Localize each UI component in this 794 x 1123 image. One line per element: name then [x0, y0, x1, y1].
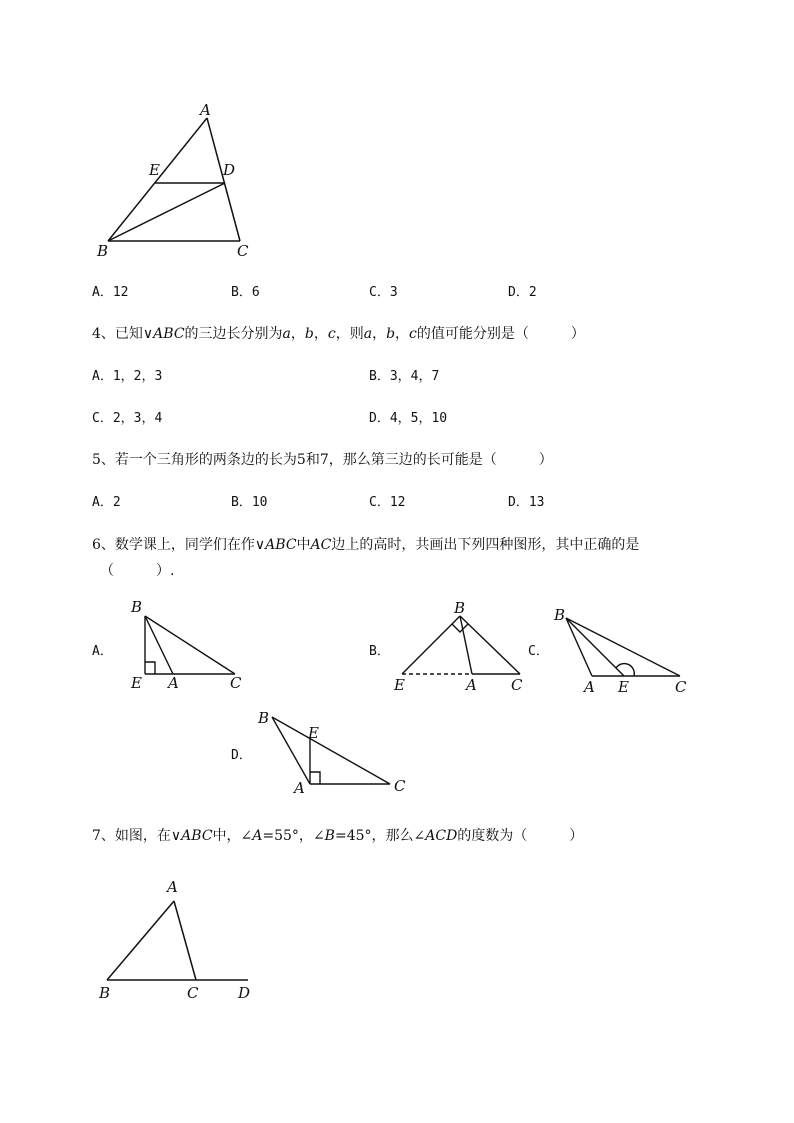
fig-a-label-E: E	[131, 674, 142, 692]
fig-b-BC	[460, 616, 520, 674]
fig-c-BC	[566, 618, 680, 676]
q3-option-c[interactable]: C．3	[369, 285, 398, 300]
q7-prefix: 7、如图，在	[92, 828, 171, 844]
q4-var-b: b	[304, 326, 314, 342]
q3-option-b[interactable]: B．6	[231, 285, 260, 300]
label-D: D	[223, 161, 236, 179]
fig-c-BE	[566, 618, 624, 676]
fig-b-label-B: B	[454, 599, 466, 617]
fig-a-label-B: B	[131, 598, 143, 616]
q4-option-d[interactable]: D．4，5，10	[369, 411, 448, 426]
q6-prefix: 6、数学课上，同学们在作	[92, 537, 255, 553]
fig-d-label-E: E	[308, 724, 319, 742]
fig-c-label-B: B	[554, 606, 566, 624]
fig-c-label-C: C	[675, 678, 687, 696]
q4-var-a: a	[282, 326, 291, 342]
fig-d-label-B: B	[258, 709, 270, 727]
label-E: E	[149, 161, 160, 179]
segment-AB	[108, 118, 207, 241]
q5-stem: 5、若一个三角形的两条边的长为5和7，那么第三边的长可能是（ ）	[92, 452, 553, 468]
q6-side-ac: AC	[310, 537, 332, 553]
q4-option-a[interactable]: A．1，2，3	[92, 369, 163, 384]
q4-var-c: c	[409, 326, 417, 342]
q4-var-a: a	[363, 326, 373, 342]
q6-stem	[92, 536, 639, 554]
fig-d-label-C: C	[394, 777, 406, 795]
right-angle-mark	[452, 624, 468, 632]
q6-figure-c[interactable]	[550, 598, 695, 696]
q4-var-b: b	[386, 326, 396, 342]
segment-AB	[107, 901, 174, 980]
q6-figure-b[interactable]	[390, 598, 530, 693]
q7-value-a: =55°，	[262, 828, 313, 844]
q3-triangle-figure	[90, 100, 270, 265]
fig-c-label-A: A	[584, 678, 595, 696]
q7-value-b: =45°，那么	[334, 828, 414, 844]
label-C: C	[187, 984, 199, 1002]
q6-option-c-letter[interactable]: C．	[528, 644, 549, 659]
q7-triangle: ∨ABC	[170, 828, 213, 844]
q6-option-a-letter[interactable]: A．	[92, 644, 113, 659]
fig-c-label-E: E	[618, 678, 629, 696]
segment-BD	[108, 183, 225, 241]
fig-b-label-E: E	[394, 676, 405, 694]
q4-middle: 的三边长分别为	[184, 326, 283, 342]
label-D: D	[238, 984, 251, 1002]
fig-b-BE	[402, 616, 460, 674]
q4-prefix: 4、已知	[92, 326, 143, 342]
segment-AC	[174, 901, 196, 980]
q4-triangle: ∨ABC	[142, 326, 185, 342]
q6-option-b-letter[interactable]: B．	[369, 644, 390, 659]
q4-option-c[interactable]: C．2，3，4	[92, 411, 163, 426]
fig-a-label-C: C	[230, 674, 242, 692]
q4-suffix: 的值可能分别是（ ）	[416, 326, 585, 342]
q7-angle-a: ∠A	[240, 828, 263, 844]
q4-sep: ，	[372, 326, 387, 342]
q7-stem	[92, 827, 583, 845]
q3-option-d[interactable]: D．2	[508, 285, 537, 300]
q6-figure-d[interactable]	[250, 705, 420, 800]
q7-mid: 中，	[212, 828, 241, 844]
q4-middle2: ，则	[335, 326, 364, 342]
fig-d-BC	[272, 717, 390, 784]
label-C: C	[237, 242, 249, 260]
fig-b-label-A: A	[466, 676, 477, 694]
q5-option-b[interactable]: B．10	[231, 495, 268, 510]
q6-figure-a[interactable]	[125, 598, 255, 693]
q6-option-d-letter[interactable]: D．	[231, 748, 252, 763]
right-angle-mark	[145, 662, 155, 674]
q6-triangle: ∨ABC	[254, 537, 297, 553]
q3-option-a[interactable]: A．12	[92, 285, 129, 300]
label-B: B	[97, 242, 109, 260]
right-angle-mark	[310, 772, 320, 784]
label-A: A	[200, 101, 211, 119]
q7-angle-acd: ∠ACD	[413, 828, 458, 844]
label-B: B	[99, 984, 111, 1002]
q5-option-a[interactable]: A．2	[92, 495, 121, 510]
q6-suffix: 边上的高时，共画出下列四种图形，其中正确的是	[331, 537, 640, 553]
fig-a-label-A: A	[168, 674, 179, 692]
fig-b-label-C: C	[511, 676, 523, 694]
q5-option-d[interactable]: D．13	[508, 495, 545, 510]
q6-mid: 中	[296, 537, 311, 553]
q4-option-b[interactable]: B．3，4，7	[369, 369, 440, 384]
segment-AC	[207, 118, 240, 241]
q5-option-c[interactable]: C．12	[369, 495, 406, 510]
q4-sep: ，	[290, 326, 305, 342]
q7-angle-b: ∠B	[312, 828, 335, 844]
q6-stem-line2: （ ）.	[100, 563, 175, 579]
q4-sep: ，	[395, 326, 410, 342]
q4-var-c: c	[327, 326, 336, 342]
label-A: A	[167, 878, 178, 896]
q7-suffix: 的度数为（ ）	[457, 828, 584, 844]
q7-triangle-figure	[90, 870, 270, 1005]
fig-d-label-A: A	[294, 779, 305, 797]
q4-sep: ，	[313, 326, 328, 342]
fig-c-BA	[566, 618, 592, 676]
fig-b-BA	[460, 616, 472, 674]
q4-stem	[92, 325, 585, 343]
